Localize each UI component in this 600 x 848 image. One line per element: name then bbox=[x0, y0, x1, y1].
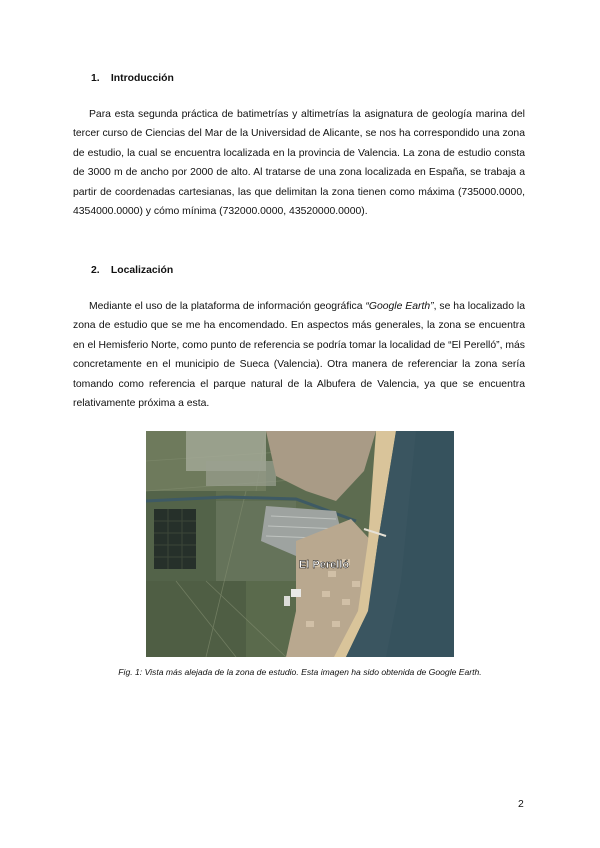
location-paragraph bbox=[73, 297, 525, 413]
satellite-map-figure bbox=[146, 431, 454, 657]
section-2-heading bbox=[91, 265, 173, 276]
section-1-heading bbox=[91, 73, 174, 84]
section-2-number: 2. bbox=[91, 265, 100, 276]
location-text-start: Mediante el uso de la plataforma de información geográfica bbox=[89, 301, 366, 312]
google-earth-emphasis: “Google Earth” bbox=[365, 301, 434, 312]
map-place-label: El Perelló bbox=[298, 559, 350, 571]
section-1-title: Introducción bbox=[110, 73, 174, 84]
satellite-map-image bbox=[146, 431, 454, 657]
section-1-number: 1. bbox=[91, 73, 100, 84]
figure-caption: Fig. 1: Vista más alejada de la zona de estudio. Esta imagen ha sido obtenida de Google Earth. bbox=[118, 667, 482, 677]
section-2-title: Localización bbox=[110, 265, 174, 276]
location-text-rest: , se ha localizado la zona de estudio que se me ha encomendado. En aspectos más generales, la zona se encuentra en el Hemisferio Norte, como punto de referencia se podría tomar la localidad de “El Perelló”, más concretamente en el municipio de Sueca (Valencia). Otra manera de referenciar la zona sería tomando como referencia el parque natural de la Albufera de Valencia, ya que se encuentra relativamente próxima a esta. bbox=[73, 301, 525, 410]
intro-paragraph: Para esta segunda práctica de batimetrías y altimetrías la asignatura de geología marina del tercer curso de Ciencias del Mar de la Universidad de Alicante, se nos ha correspondido una zona de estudio, la cual se encuentra localizada en la provincia de Valencia. La zona de estudio consta de 3000 m de ancho por 2000 de alto. Al tratarse de una zona localizada en España, se trabaja a partir de coordenadas cartesianas, las que delimitan la zona tienen como máxima (735000.0000, 4354000.0000) y cómo mínima (732000.0000, 43520000.0000). bbox=[73, 109, 525, 218]
page-number: 2 bbox=[518, 799, 524, 810]
